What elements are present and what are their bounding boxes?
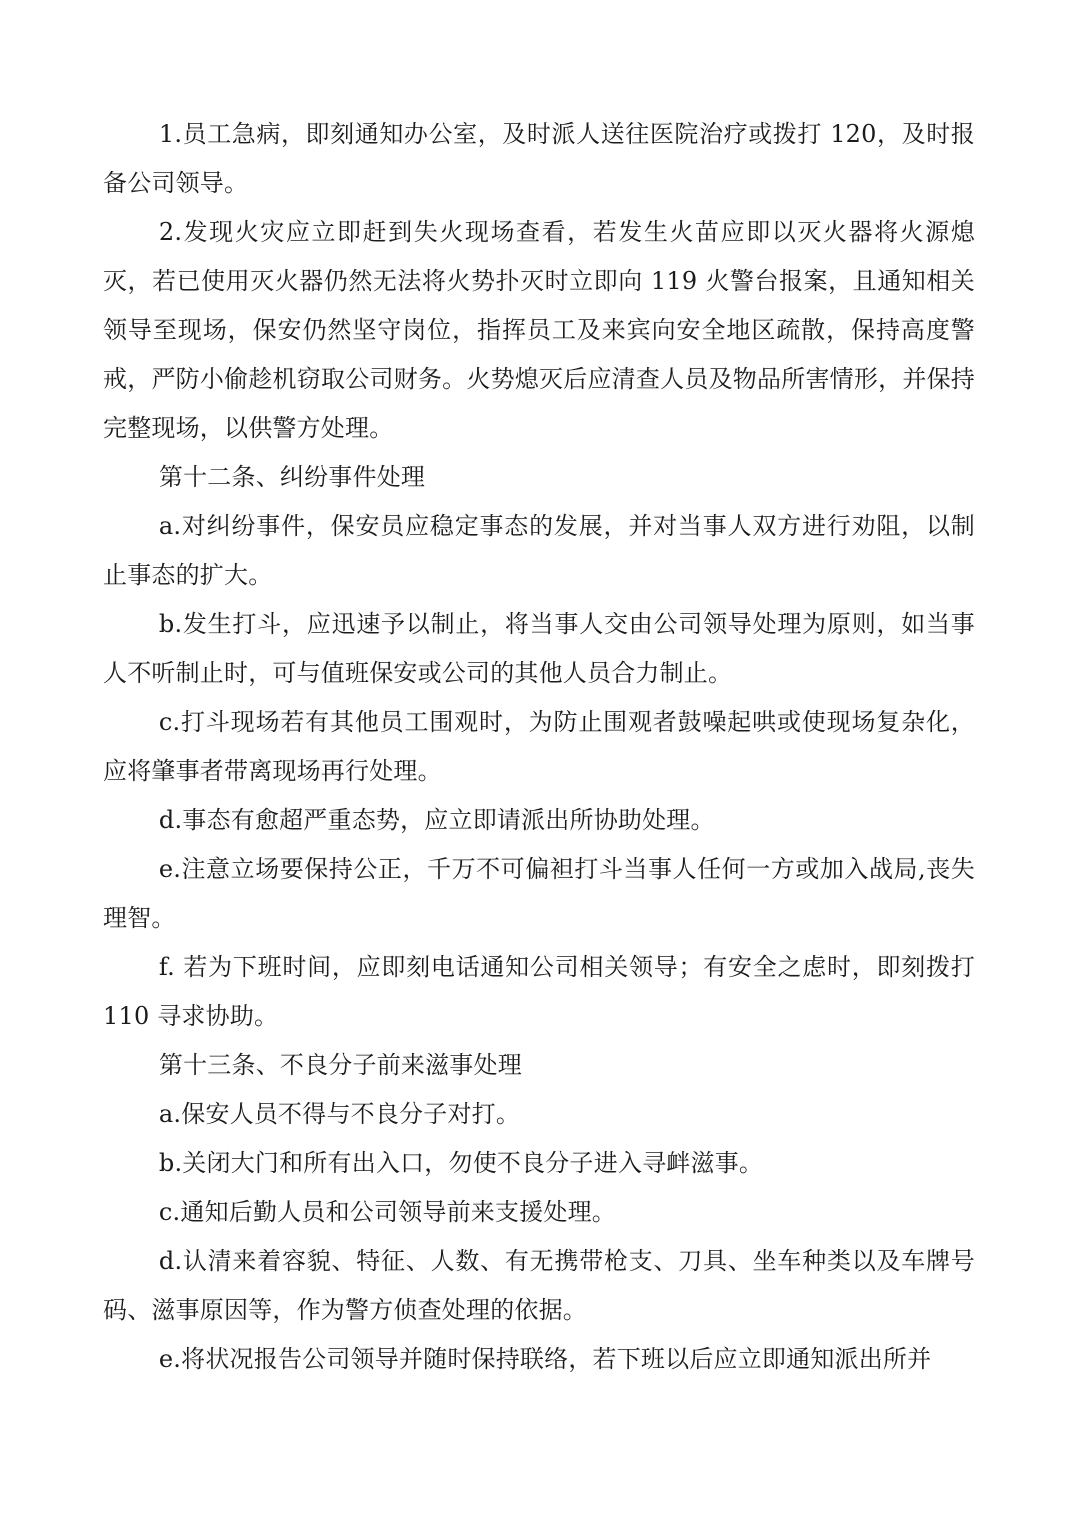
paragraph-emergency-illness: 1.员工急病，即刻通知办公室，及时派人送往医院治疗或拨打 120，及时报备公司领导。: [103, 120, 975, 197]
article-12-item-d: d.事态有愈超严重态势，应立即请派出所协助处理。: [158, 806, 715, 834]
paragraph-fire-response: 2.发现火灾应立即赶到失火现场查看，若发生火苗应即以灭火器将火源熄灭，若已使用灭火器仍然无法将火势扑灭时立即向 119 火警台报案，且通知相关领导至现场，保安仍然坚守岗位，指挥员工及来宾向安全地区疏散，保持高度警戒，严防小偷趁机窃取公司财务。火势熄灭后应清查人员及物品所害情形，并保持完整现场，以供警方处理。: [103, 218, 975, 442]
document-body: [103, 110, 975, 1384]
article-12-item-c: c.打斗现场若有其他员工围观时，为防止围观者鼓噪起哄或使现场复杂化，应将肇事者带离现场再行处理。: [103, 708, 975, 785]
article-13-item-d: d.认清来着容貌、特征、人数、有无携带枪支、刀具、坐车种类以及车牌号码、滋事原因等，作为警方侦查处理的依据。: [103, 1247, 975, 1324]
article-13-item-c: c.通知后勤人员和公司领导前来支援处理。: [158, 1198, 616, 1226]
article-12-item-b: b.发生打斗，应迅速予以制止，将当事人交由公司领导处理为原则，如当事人不听制止时，可与值班保安或公司的其他人员合力制止。: [103, 610, 975, 687]
article-12-heading: 第十二条、纠纷事件处理: [158, 463, 426, 491]
article-12-item-a: a.对纠纷事件，保安员应稳定事态的发展，并对当事人双方进行劝阻，以制止事态的扩大。: [103, 512, 975, 589]
article-13-item-b: b.关闭大门和所有出入口，勿使不良分子进入寻衅滋事。: [158, 1149, 764, 1177]
article-13-item-a: a.保安人员不得与不良分子对打。: [158, 1100, 521, 1128]
article-12-item-e: e.注意立场要保持公正，千万不可偏袒打斗当事人任何一方或加入战局,丧失理智。: [103, 855, 975, 932]
article-12-item-f: f. 若为下班时间，应即刻电话通知公司相关领导；有安全之虑时，即刻拨打 110 寻求协助。: [103, 953, 975, 1030]
article-13-item-e: e.将状况报告公司领导并随时保持联络，若下班以后应立即通知派出所并: [158, 1345, 932, 1373]
article-13-heading: 第十三条、不良分子前来滋事处理: [158, 1051, 522, 1079]
